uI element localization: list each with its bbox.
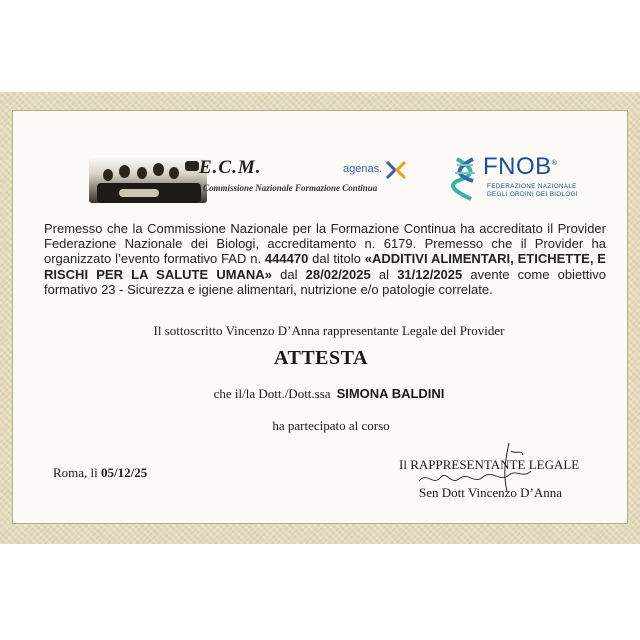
attesta-heading: ATTESTA (274, 347, 368, 369)
certificate-header (13, 111, 629, 211)
fnob-subtitle: FEDERAZIONE NAZIONALE DEGLI ORDINI DEI BIOLOGI (487, 183, 579, 198)
issue-date: Roma, lì 05/12/25 (53, 465, 148, 480)
legal-representative-title: Il RAPPRESENTANTE LEGALE (399, 457, 580, 472)
event-number: 444470 (264, 251, 309, 267)
legal-representative-name: Sen Dott Vincenzo D’Anna (419, 485, 563, 500)
undersigned-statement: Il sottoscritto Vincenzo D’Anna rappresentante Legale del Provider (153, 323, 505, 338)
end-date: 31/12/2025 (397, 266, 463, 282)
fnob-name: FNOB® (483, 153, 558, 180)
recipient-name: SIMONA BALDINI (336, 386, 445, 401)
fnob-dna-icon (451, 155, 481, 203)
participation-line: ha partecipato al corso (272, 418, 390, 433)
certificate-panel (12, 110, 628, 524)
certificate-border (0, 92, 640, 544)
anatomy-lesson-painting-logo (89, 155, 207, 203)
ecm-subtitle: Commissione Nazionale Formazione Continua (203, 183, 378, 193)
agenas-logo-text: agenas. (343, 163, 383, 175)
start-date: 28/02/2025 (305, 266, 371, 282)
premise-paragraph: Premesso che la Commissione Nazionale per la Formazione Continua ha accreditato il Provider Federazione Nazionale dei Biologi, accreditamento n. 6179. Premesso che il Provider ha organizzato l’evento formativo FAD n. 444470 dal titolo «ADDITIVI ALIMENTARI, ETICHETTE, E RISCHI PER LA SALUTE UMANA» dal 28/02/2025 al 31/12/2025 avente come obiettivo formativo 23 - Sicurezza e igiene alimentari, nutrizione e/o patologie correlate. (44, 221, 607, 297)
ecm-title: E.C.M. (199, 157, 262, 178)
recipient-line: che il/la Dott./Dott.ssa SIMONA BALDINI (213, 386, 445, 401)
agenas-mark-icon (385, 159, 407, 181)
event-title: «ADDITIVI ALIMENTARI, ETICHETTE, E RISCHI PER LA SALUTE UMANA» (44, 251, 606, 282)
